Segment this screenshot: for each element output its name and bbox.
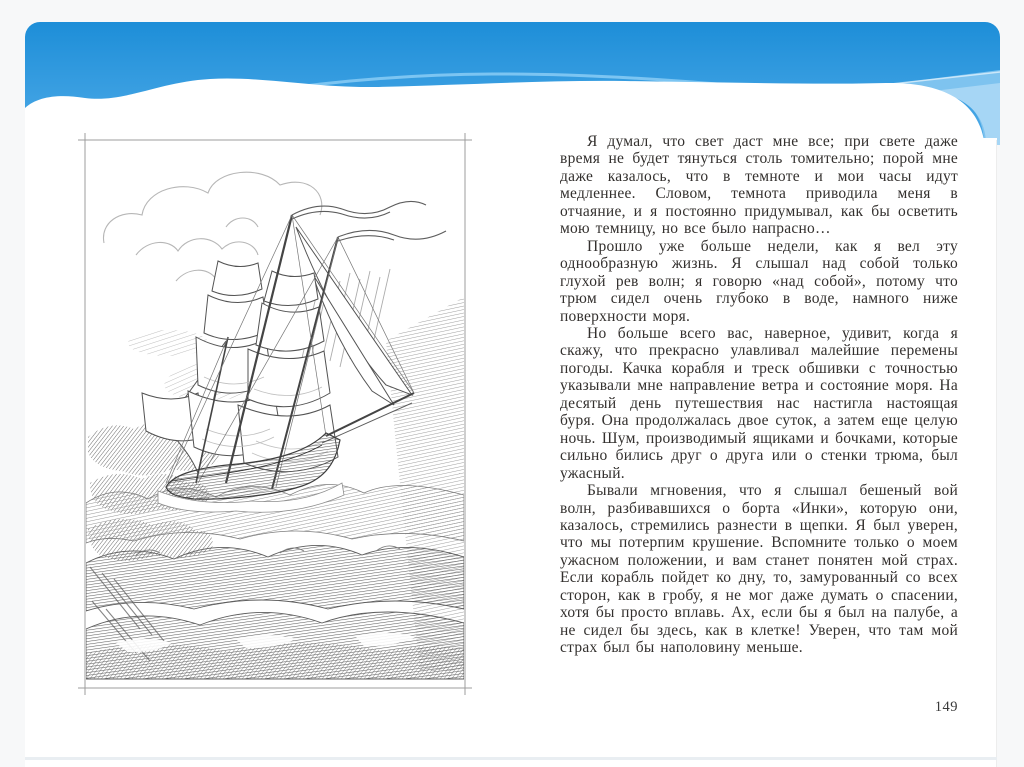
paragraph: Но больше всего вас, наверное, удивит, когда я скажу, что прекрасно улавливал малейшие перемены погоды. Качка корабля и треск обшивки с точностью указывали мне направление ветра и состояние моря. На десятый день путешествия нас настигла настоящая буря. Она продолжалась двое суток, а затем еще целую ночь. Шум, производимый ящиками и бочками, которые сильно бились друг о друга или о стенки трюма, был ужасный. [560, 324, 958, 482]
paragraph: Бывали мгновения, что я слышал бешеный вой волн, разбивавшихся о борта «Инки», которую они, казалось, стремились разнести в щепки. Я был уверен, что мы потерпим крушение. Вспомните только о моем ужасном положении, и вам станет понятен мой страх. Если корабль пойдет ко дну, то, замурованный со всех сторон, как в гробу, я не мог даже думать о спасении, хотя бы просто вплавь. Ах, если бы я был на палубе, а не сидел бы здесь, как в клетке! Уверен, что там мой страх был бы наполовину меньше. [560, 482, 958, 657]
paragraph: Я думал, что свет даст мне все; при свете даже время не будет тянуться столь томительно; порой мне даже казалось, что в темноте и мои часы идут медленнее. Словом, темнота приводила меня в отчаяние, и я постоянно придумывал, как бы осветить мою темницу, но все было напрасно… [560, 133, 958, 238]
page-text-column [560, 133, 958, 657]
footer-accent-line [25, 757, 997, 760]
ship-illustration [76, 131, 474, 697]
illustration-frame [76, 131, 474, 697]
page-number: 149 [934, 699, 958, 715]
paragraph: Прошло уже больше недели, как я вел эту однообразную жизнь. Я слышал над собой только глухой рев волн; я говорю «над собой», потому что трюм сидел очень глубоко в воде, намного ниже поверхности моря. [560, 237, 958, 325]
page-right-edge [996, 140, 997, 767]
